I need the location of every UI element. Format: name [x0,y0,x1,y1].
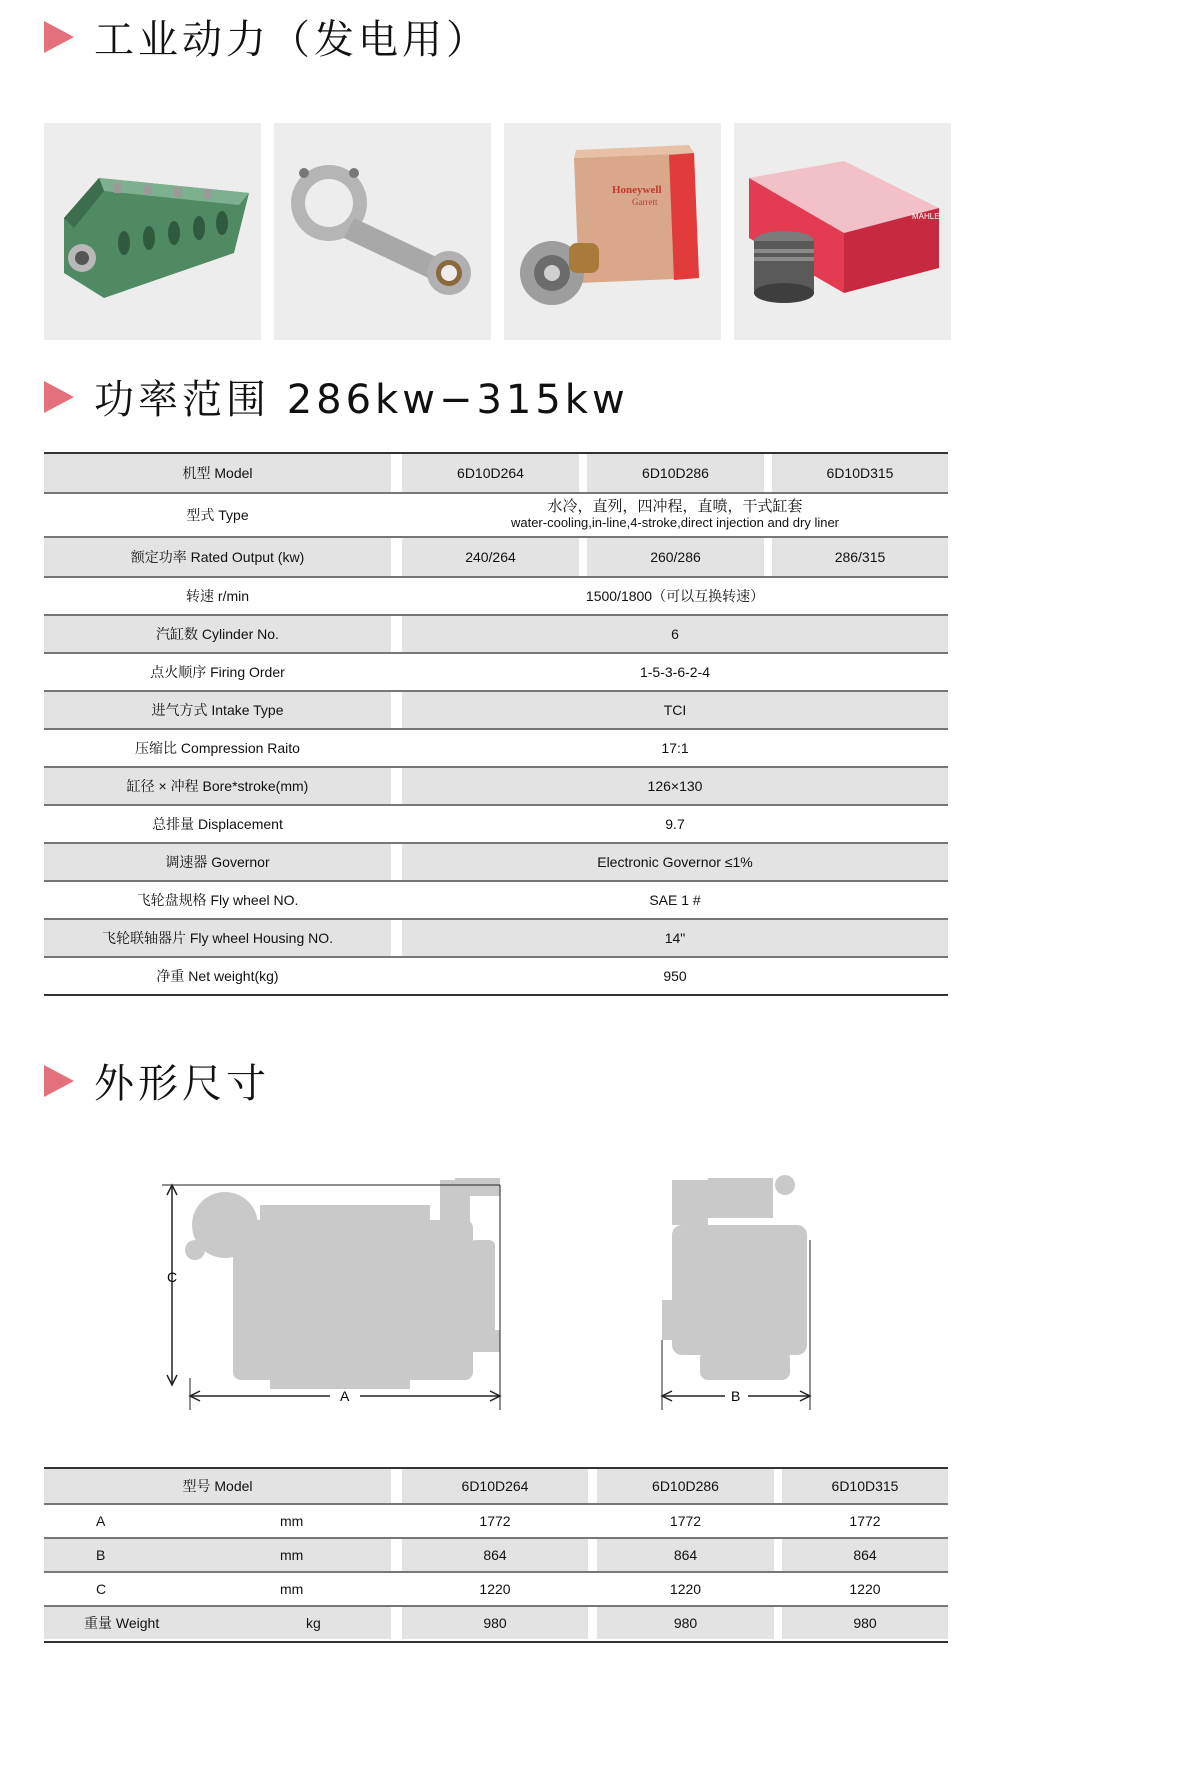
dim-row-value: 980 [782,1607,948,1639]
spec-row-value: 14" [402,920,948,956]
model-6d10d264: 6D10D264 [402,454,579,492]
dimension-label-b: B [731,1388,741,1404]
dim-row-name: C [96,1581,107,1597]
dim-model-6d10d264: 6D10D264 [402,1469,588,1503]
dim-model-6d10d286: 6D10D286 [597,1469,774,1503]
model-6d10d315: 6D10D315 [772,454,948,492]
dim-row-value: 864 [597,1539,774,1571]
spec-row-label: 压缩比 Compression Raito [135,740,300,756]
dim-row-name: A [96,1513,106,1529]
engine-side-view-icon [185,1178,500,1389]
dim-row [44,1505,948,1539]
rated-output-6d10d315: 286/315 [772,538,948,576]
dim-row [44,1573,948,1607]
svg-text:Garrett: Garrett [632,197,658,207]
heading-text: 工业动力（发电用） [94,17,490,63]
spec-row-label: 点火顺序 Firing Order [150,664,285,680]
dim-row-unit: mm [280,1513,304,1529]
dim-row-name: B [96,1547,106,1563]
dim-model-label: 型号 Model [44,1469,391,1503]
dim-row [44,1539,948,1573]
engine-front-view-icon [662,1175,807,1380]
dim-row-value: 1220 [669,1581,702,1597]
spec-row-label: 总排量 Displacement [152,816,283,832]
dim-row-label-cell [44,1573,391,1605]
spec-row-label: 进气方式 Intake Type [44,692,391,728]
spec-row-value: 1-5-3-6-2-4 [639,664,711,680]
type-value-en: water-cooling,in-line,4-stroke,direct injection and dry liner [510,515,840,530]
dim-row-value: 980 [597,1607,774,1639]
type-label: 型式 Type [186,507,249,523]
dim-row-value: 1772 [849,1513,881,1529]
dim-model-6d10d315: 6D10D315 [782,1469,948,1503]
rated-output-6d10d286: 260/286 [587,538,764,576]
dim-row-value: 864 [782,1539,948,1571]
spec-row-label: 飞轮联轴器片 Fly wheel Housing NO. [44,920,391,956]
rated-output-label: 额定功率 Rated Output (kw) [44,538,391,576]
dimension-label-c: C [167,1269,178,1285]
dim-row-value: 864 [402,1539,588,1571]
spec-row-label: 缸径 × 冲程 Bore*stroke(mm) [44,768,391,804]
dim-row-label-cell [44,1607,391,1639]
spec-row-label: 汽缸数 Cylinder No. [44,616,391,652]
spec-row-value: 950 [663,968,687,984]
spec-row-value: 9.7 [665,816,685,832]
spec-row-value: 6 [402,616,948,652]
spec-row-value: 17:1 [661,740,689,756]
dim-row-value: 980 [402,1607,588,1639]
spec-row-value: SAE 1 # [649,892,701,908]
spec-row-label: 调速器 Governor [44,844,391,880]
dim-row-value: 1772 [669,1513,702,1529]
spec-row-label: 飞轮盘规格 Fly wheel NO. [136,892,299,908]
heading-text: 外形尺寸 [94,1061,270,1107]
spec-row-value: TCI [402,692,948,728]
dim-row-label-cell [44,1539,391,1571]
svg-text:MAHLE: MAHLE [912,212,940,221]
dim-row-unit: mm [280,1547,304,1563]
dim-row-name: 重量 Weight [84,1615,160,1631]
model-label: 机型 Model [44,454,391,492]
dim-header-row [44,1469,948,1505]
spec-row-value: Electronic Governor ≤1% [402,844,948,880]
spec-row-value: 1500/1800（可以互换转速） [585,588,765,604]
dim-row-value: 1772 [479,1513,511,1529]
rated-output-6d10d264: 240/264 [402,538,579,576]
dim-row-value: 1220 [849,1581,881,1597]
dim-row [44,1607,948,1639]
dim-row-unit: mm [280,1581,304,1597]
spec-row-value: 126×130 [402,768,948,804]
dimension-label-a: A [340,1388,350,1404]
spec-row-label: 转速 r/min [186,588,249,604]
dimension-table [44,1469,948,1639]
spec-row-label: 净重 Net weight(kg) [156,968,279,984]
dim-row-unit: kg [306,1615,321,1631]
heading-text: 功率范围 286kw−315kw [94,377,629,423]
svg-text:Honeywell: Honeywell [612,184,662,196]
type-value-cn: 水冷，直列，四冲程，直喷，干式缸套 [547,498,803,515]
model-6d10d286: 6D10D286 [587,454,764,492]
dim-row-value: 1220 [479,1581,511,1597]
dim-row-label-cell [44,1505,391,1537]
